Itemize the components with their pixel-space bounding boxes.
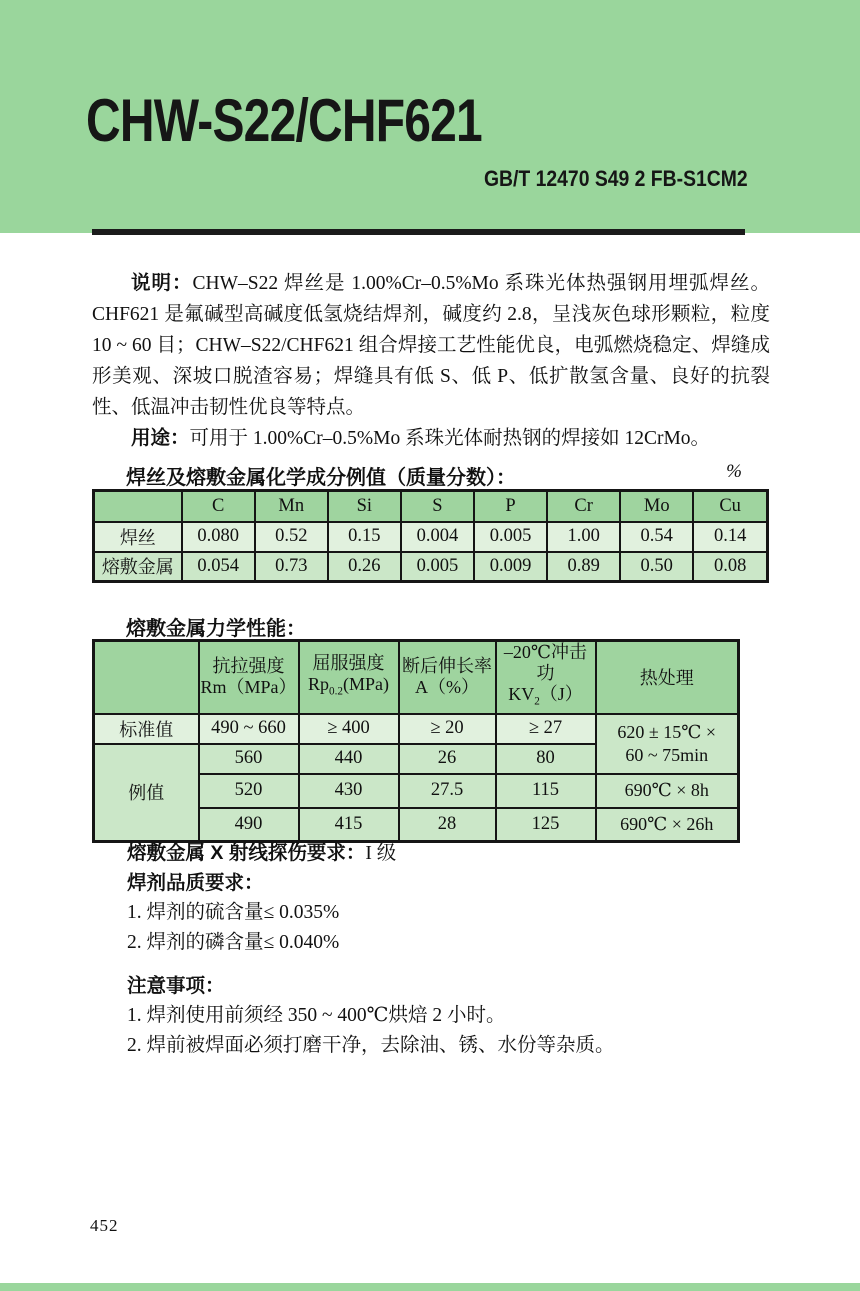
description-paragraph [92,268,770,423]
cell: 0.15 [328,522,401,552]
chem-header-c: C [182,491,255,522]
mech-properties-table [92,639,740,843]
requirements-section [127,839,396,957]
chem-header-si: Si [328,491,401,522]
chem-header-mn: Mn [255,491,328,522]
cell: 80 [496,744,596,774]
notes-label: 注意事项： [127,975,225,997]
cell: 490 ~ 660 [199,714,299,744]
table-row [94,522,768,552]
cell: 520 [199,774,299,808]
usage-text: 可用于 1.00%Cr–0.5%Mo 系珠光体耐热钢的焊接如 12CrMo。 [189,428,711,449]
chem-header-cr: Cr [547,491,620,522]
cell: 0.054 [182,552,255,582]
xray-value: I 级 [365,843,397,864]
label: 60 ~ 75min [625,744,709,765]
cell: 0.50 [620,552,693,582]
cell: 0.005 [401,552,474,582]
chem-header-mo: Mo [620,491,693,522]
cell: 1.00 [547,522,620,552]
cell: 27.5 [399,774,496,808]
chem-header-p: P [474,491,547,522]
label: 620 ± 15℃ × [617,721,717,742]
page-number: 452 [90,1216,119,1235]
heat-treatment-690x26-cell: 690℃ × 26h [596,808,739,842]
label: –20℃冲击功 [503,642,588,683]
flux-quality-label: 焊剂品质要求： [127,871,264,894]
cell: 430 [299,774,399,808]
usage-paragraph [92,423,770,454]
description-text: CHW–S22 焊丝是 1.00%Cr–0.5%Mo 系珠光体热强钢用埋弧焊丝。CHF621 是氟碱型高碱度低氢烧结焊剂，碱度约 2.8，呈浅灰色球形颗粒，粒度 10 ~ 60 目；CHW–S22/CHF621 组合焊接工艺性能优良，电弧燃烧稳定、焊缝成形美观、深坡口脱渣容易；焊缝具有低 S、低 P、低扩散氢含量、良好的抗裂性、低温冲击韧性优良等特点。 [92,273,770,418]
standard-designation: GB/T 12470 S49 2 FB-S1CM2 [484,166,748,191]
cell: ≥ 20 [399,714,496,744]
note-item: 2. 焊前被焊面必须打磨干净，去除油、锈、水份等杂质。 [127,1035,615,1056]
cell: 125 [496,808,596,842]
chem-table-unit: % [726,461,742,482]
bottom-green-strip [0,1283,860,1291]
heat-treatment-690x8-cell: 690℃ × 8h [596,774,739,808]
label: 抗拉强度 [212,656,285,677]
cell: 440 [299,744,399,774]
description-label: 说明： [131,272,193,294]
cell: 490 [199,808,299,842]
cell: 0.89 [547,552,620,582]
mech-header-empty [94,641,199,714]
chem-row-wire-label: 焊丝 [94,522,182,552]
chem-composition-table [92,489,769,583]
cell: 0.26 [328,552,401,582]
cell: ≥ 400 [299,714,399,744]
cell: 26 [399,744,496,774]
chem-header-empty [94,491,182,522]
header-divider-rule [92,229,745,235]
label: KV [508,684,535,704]
cell: 115 [496,774,596,808]
notes-section [127,971,615,1061]
label: (MPa) [342,673,389,694]
cell: 560 [199,744,299,774]
flux-requirement-item: 1. 焊剂的硫含量≤ 0.035% [127,902,340,923]
mech-header-heat-treatment: 热处理 [596,641,739,714]
label: Rm（MPa） [200,677,297,698]
mech-standard-row [94,714,739,744]
cell: 0.54 [620,522,693,552]
cell: 0.004 [401,522,474,552]
note-item: 1. 焊剂使用前须经 350 ~ 400℃烘焙 2 小时。 [127,1005,506,1026]
mech-header-yield [299,641,399,714]
subscript: 2 [534,695,540,708]
chem-header-s: S [401,491,474,522]
label: （J） [539,684,583,704]
subscript: 0.2 [329,685,343,698]
example-rows-label: 例值 [94,744,199,842]
cell: 0.52 [255,522,328,552]
mech-header-row [94,641,739,714]
cell: 0.73 [255,552,328,582]
flux-requirement-item: 2. 焊剂的磷含量≤ 0.040% [127,931,340,953]
cell: 0.080 [182,522,255,552]
cell: ≥ 27 [496,714,596,744]
label: 屈服强度 [312,652,385,673]
heat-treatment-620-cell [596,714,739,774]
table-row [94,552,768,582]
product-title: CHW-S22/CHF621 [86,87,482,154]
label: A（%） [415,677,479,698]
cell: 0.009 [474,552,547,582]
chem-header-cu: Cu [693,491,767,522]
cell: 0.08 [693,552,767,582]
mech-table-title: 熔敷金属力学性能： [126,618,306,640]
mech-header-tensile [199,641,299,714]
xray-requirement-line [127,839,396,869]
chem-row-deposit-label: 熔敷金属 [94,552,182,582]
cell: 0.14 [693,522,767,552]
usage-label: 用途： [131,427,190,449]
cell: 415 [299,808,399,842]
cell: 0.005 [474,522,547,552]
intro-section [92,268,770,454]
label: Rp [308,673,330,694]
chem-table-title: 焊丝及熔敷金属化学成分例值（质量分数）： [126,467,516,489]
standard-row-label: 标准值 [94,714,199,744]
mech-header-elongation [399,641,496,714]
mech-header-impact [496,641,596,714]
chem-header-row [94,491,768,522]
cell: 28 [399,808,496,842]
xray-label: 熔敷金属 X 射线探伤要求： [127,842,366,864]
label: 断后伸长率 [402,656,492,677]
